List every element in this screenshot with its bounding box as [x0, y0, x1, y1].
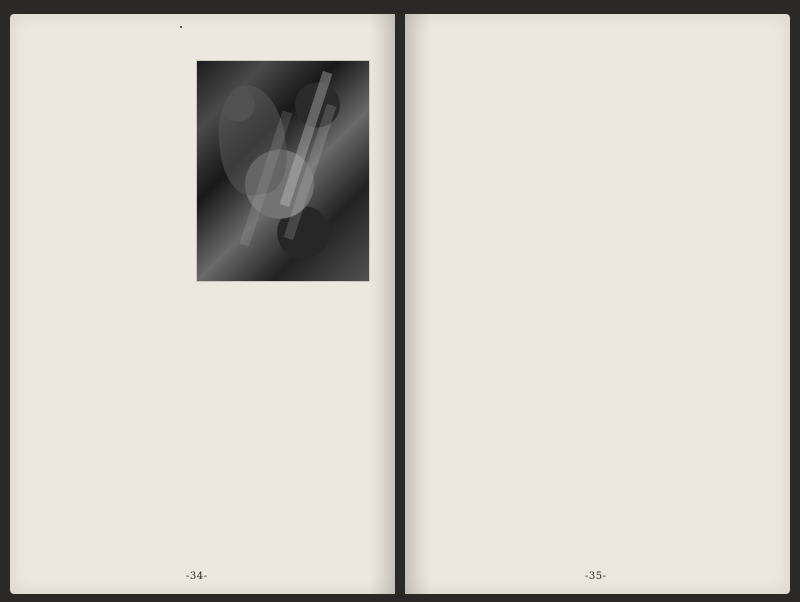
body-text-column — [603, 48, 773, 570]
field-photo — [196, 60, 370, 282]
page-number: -34- — [186, 571, 208, 582]
left-page — [10, 14, 395, 594]
page-number: -35- — [585, 571, 607, 582]
gutter-shadow — [369, 14, 395, 594]
right-page — [405, 14, 790, 594]
body-text-column — [196, 324, 366, 570]
body-text-column — [425, 48, 593, 570]
body-text-column — [22, 48, 186, 570]
printing-mark — [180, 26, 182, 28]
